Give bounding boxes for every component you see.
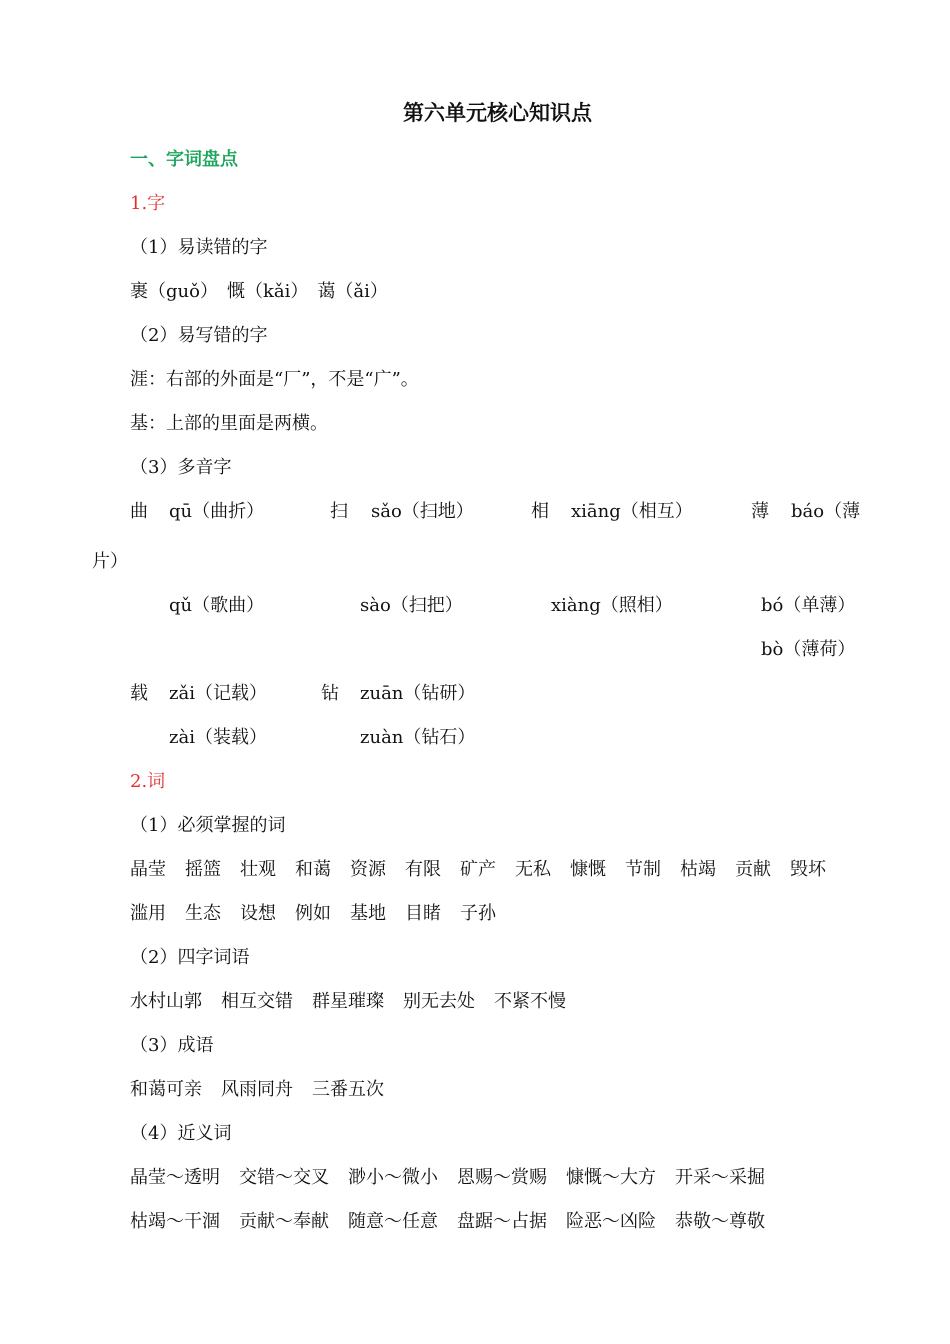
idiom-heading: （3）成语 — [130, 1035, 214, 1056]
poly-zuan-2: zuàn（钻石） — [360, 727, 476, 748]
poly-qu-2: qǔ（歌曲） — [169, 595, 265, 616]
word-item: 目睹 — [405, 903, 441, 924]
poly-zai-2: zài（装载） — [169, 727, 267, 748]
word-item: 风雨同舟 — [221, 1079, 293, 1100]
word-item: 毁坏 — [790, 859, 826, 880]
word-item: 不紧不慢 — [494, 991, 566, 1012]
word-item: 相互交错 — [221, 991, 293, 1012]
word-item: 恭敬～尊敬 — [675, 1211, 765, 1232]
word-item: 基地 — [350, 903, 386, 924]
easy-read-heading: （1）易读错的字 — [130, 237, 268, 258]
word-item: 贡献～奉献 — [239, 1211, 329, 1232]
word-item: 群星璀璨 — [312, 991, 384, 1012]
page-title: 第六单元核心知识点 — [403, 101, 592, 125]
poly-bao-1-cont: 片） — [92, 551, 128, 572]
word-item: 水村山郭 — [130, 991, 202, 1012]
subheading-ci: 2.词 — [130, 771, 166, 792]
synonym-row-2 — [130, 1210, 784, 1234]
word-item: 晶莹～透明 — [130, 1167, 220, 1188]
poly-qu-1: qū（曲折） — [169, 501, 265, 522]
word-item: 壮观 — [240, 859, 276, 880]
poly-xiang-2: xiàng（照相） — [551, 595, 673, 616]
poly-char-sao: 扫 — [330, 501, 348, 522]
word-item: 枯竭～干涸 — [130, 1211, 220, 1232]
poly-sao-2: sào（扫把） — [360, 595, 463, 616]
word-item: 和蔼可亲 — [130, 1079, 202, 1100]
four-char-heading: （2）四字词语 — [130, 947, 250, 968]
poly-bao-1: báo（薄 — [791, 501, 861, 522]
word-item: 枯竭 — [680, 859, 716, 880]
word-item: 险恶～凶险 — [566, 1211, 656, 1232]
word-item: 设想 — [240, 903, 276, 924]
poly-sao-1: sǎo（扫地） — [371, 501, 474, 522]
word-item: 和蔼 — [295, 859, 331, 880]
word-item: 摇篮 — [185, 859, 221, 880]
word-item: 资源 — [350, 859, 386, 880]
must-words-row-2 — [130, 902, 515, 926]
poly-xiang-1: xiāng（相互） — [571, 501, 693, 522]
synonym-heading: （4）近义词 — [130, 1123, 232, 1144]
poly-char-xiang: 相 — [531, 501, 549, 522]
poly-char-zai: 载 — [130, 683, 148, 704]
idiom-row — [130, 1078, 403, 1102]
word-item: 生态 — [185, 903, 221, 924]
poly-char-bao: 薄 — [751, 501, 769, 522]
word-item: 节制 — [625, 859, 661, 880]
word-item: 三番五次 — [312, 1079, 384, 1100]
poly-bao-2: bó（单薄） — [761, 595, 856, 616]
word-item: 子孙 — [460, 903, 496, 924]
section-heading-zici: 一、字词盘点 — [130, 149, 238, 170]
easy-write-heading: （2）易写错的字 — [130, 325, 268, 346]
word-item: 随意～任意 — [348, 1211, 438, 1232]
poly-char-qu: 曲 — [130, 501, 148, 522]
poly-zuan-1: zuān（钻研） — [360, 683, 476, 704]
must-words-row-1 — [130, 858, 845, 882]
word-item: 晶莹 — [130, 859, 166, 880]
easy-write-line-1: 涯：右部的外面是“厂”，不是“广”。 — [130, 369, 419, 390]
word-item: 有限 — [405, 859, 441, 880]
four-char-row — [130, 990, 585, 1014]
word-item: 贡献 — [735, 859, 771, 880]
poly-char-zuan: 钻 — [321, 683, 339, 704]
subheading-zi: 1.字 — [130, 193, 166, 214]
word-item: 开采～采掘 — [675, 1167, 765, 1188]
synonym-row-1 — [130, 1166, 784, 1190]
word-item: 交错～交叉 — [239, 1167, 329, 1188]
word-item: 滥用 — [130, 903, 166, 924]
word-item: 慷慨～大方 — [566, 1167, 656, 1188]
word-item: 渺小～微小 — [348, 1167, 438, 1188]
easy-read-line: 裹（guǒ） 慨（kǎi） 蔼（ǎi） — [130, 281, 388, 302]
poly-zai-1: zǎi（记载） — [169, 683, 267, 704]
word-item: 恩赐～赏赐 — [457, 1167, 547, 1188]
polyphone-heading: （3）多音字 — [130, 457, 232, 478]
must-words-heading: （1）必须掌握的词 — [130, 815, 286, 836]
word-item: 矿产 — [460, 859, 496, 880]
easy-write-line-2: 基：上部的里面是两横。 — [130, 413, 328, 434]
word-item: 无私 — [515, 859, 551, 880]
poly-bao-3: bò（薄荷） — [761, 639, 856, 660]
word-item: 例如 — [295, 903, 331, 924]
word-item: 盘踞～占据 — [457, 1211, 547, 1232]
word-item: 慷慨 — [570, 859, 606, 880]
word-item: 别无去处 — [403, 991, 475, 1012]
